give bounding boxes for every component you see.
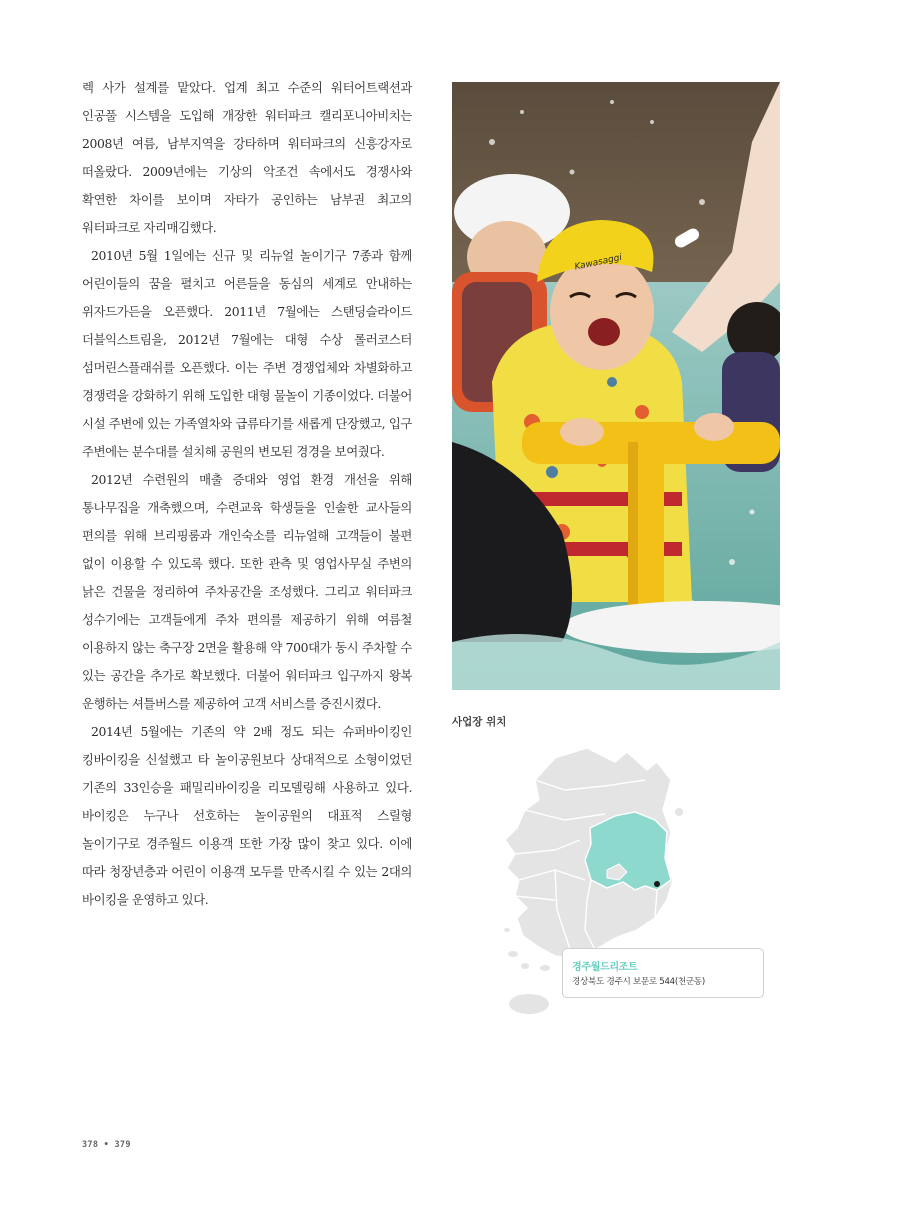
- page-numbers: 378 • 379: [82, 1140, 131, 1150]
- paragraph-4: 2014년 5월에는 기존의 약 2배 정도 되는 슈퍼바이킹인 킹바이킹을 신설했고 타 놀이공원보다 상대적으로 소형이었던 기존의 33인승을 패밀리바이킹을 리모델링해 사용하고 있다. 바이킹은 누구나 선호하는 놀이공원의 대표적 스릴형 놀이기구로 경주월드 이용객 또한 가장 많이 찾고 있다. 이에 따라 청장년층과 어린이 이용객 모두를 만족시킬 수 있는 2대의 바이킹을 운영하고 있다.: [82, 724, 412, 907]
- paragraph-2: 2010년 5월 1일에는 신규 및 리뉴얼 놀이기구 7종과 함께 어린이들의 꿈을 펼치고 어른들을 동심의 세계로 안내하는 위자드가든을 오픈했다. 2011년 7월에는 스탠딩슬라이드 더블익스트림을, 2012년 7월에는 대형 수상 롤러코스터 섬머린스플래쉬를 오픈했다. 이는 주변 경쟁업체와 차별화하고 경쟁력을 강화하기 위해 도입한 대형 물놀이 기종이었다. 더불어 시설 주변에 있는 가족열차와 급류타기를 새롭게 단장했고, 입구 주변에는 분수대를 설치해 공원의 변모된 경경을 보여줬다.: [82, 248, 412, 459]
- paragraph-1: 렉 사가 설계를 맡았다. 업계 최고 수준의 워터어트랙션과 인공풀 시스템을 도입해 개장한 워터파크 캘리포니아비치는 2008년 여름, 남부지역을 강타하며 워터파크의 신흥강자로 떠올랐다. 2009년에는 기상의 악조건 속에서도 경쟁사와 확연한 차이를 보이며 자타가 공인하는 남부권 최고의 워터파크로 자리매김했다.: [82, 80, 412, 235]
- resort-name: 경주월드리조트: [572, 962, 638, 973]
- gyeongbuk-region: [585, 812, 671, 890]
- body-text-column: [82, 74, 412, 914]
- jeju-island: [509, 994, 549, 1014]
- waterpark-photo: [452, 82, 780, 690]
- cap-text: Kawasaggi: [573, 252, 623, 273]
- gyeongju-marker: [654, 881, 660, 887]
- map-title: 사업장 위치: [452, 716, 507, 728]
- resort-address: 경상북도 경주시 보문로 544(천군동): [572, 977, 705, 987]
- location-callout: [562, 948, 764, 998]
- paragraph-3: 2012년 수련원의 매출 증대와 영업 환경 개선을 위해 통나무집을 개축했으며, 수련교육 학생들을 인솔한 교사들의 편의를 위해 브리핑룸과 개인숙소를 리뉴얼해 고객들이 불편 없이 이용할 수 있도록 했다. 또한 관측 및 영업사무실 주변의 낡은 건물을 정리하여 주차공간을 조성했다. 그리고 워터파크 성수기에는 고객들에게 주차 편의를 제공하기 위해 여름철 이용하지 않는 축구장 2면을 활용해 약 700대가 동시 주차할 수 있는 공간을 추가로 확보했다. 더불어 워터파크 입구까지 왕복 운행하는 셔틀버스를 제공하여 고객 서비스를 증진시켰다.: [82, 472, 412, 711]
- ulleungdo-island: [675, 808, 683, 816]
